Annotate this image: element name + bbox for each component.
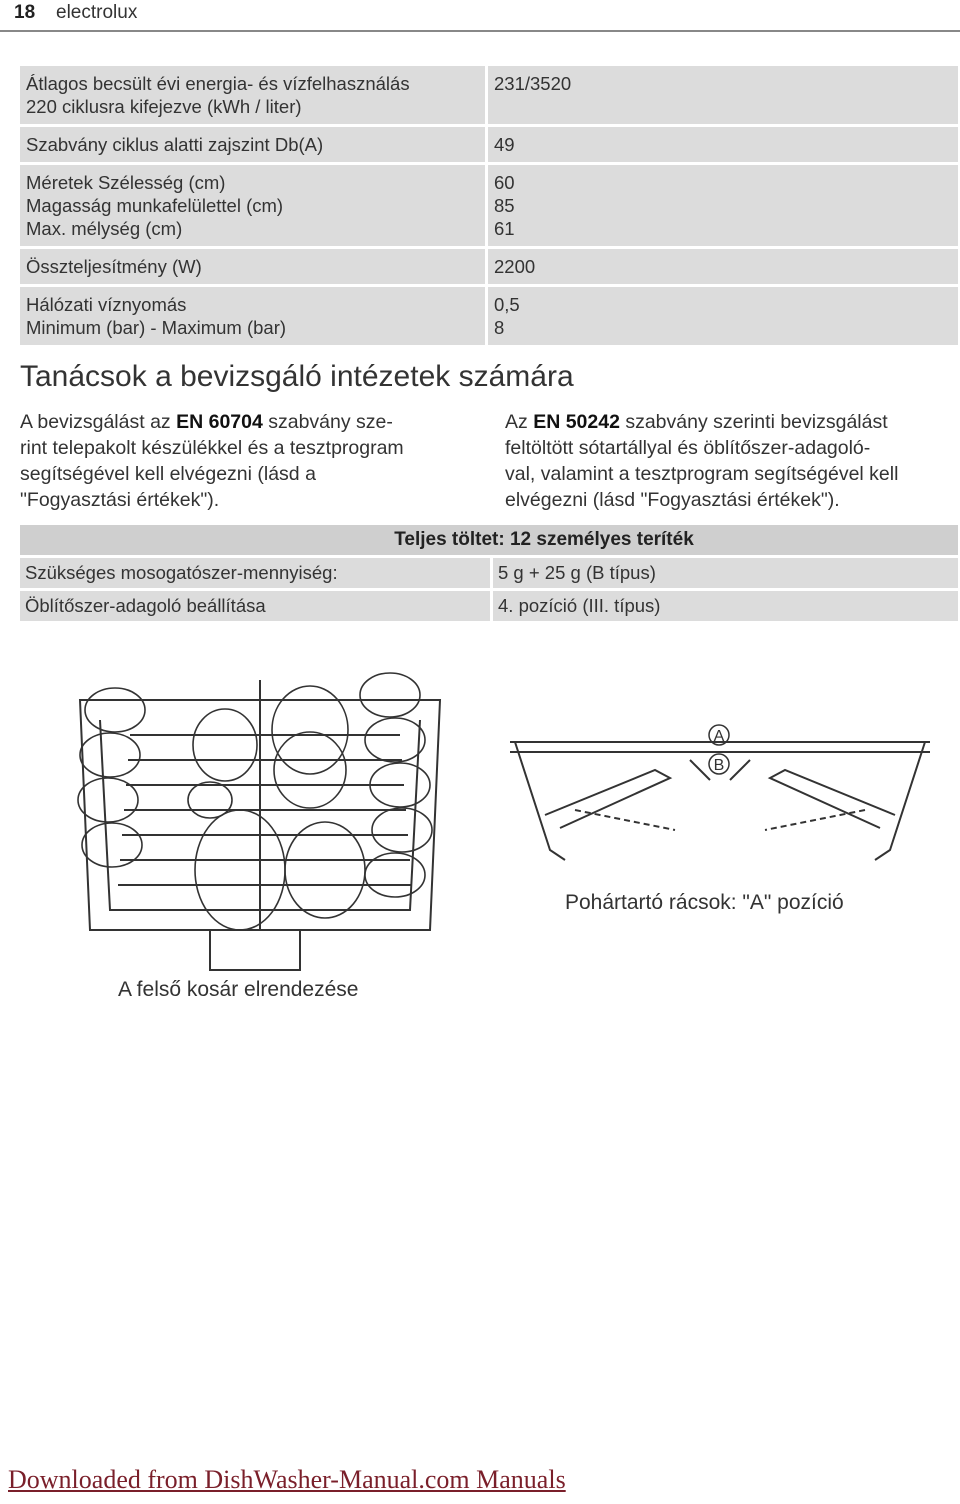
standard-code: EN 50242 [533, 411, 620, 433]
test-note-right [505, 409, 960, 513]
spec-label: Szabvány ciklus alatti zajszint Db(A) [20, 127, 485, 162]
load-row [20, 591, 958, 621]
label-a: A [713, 728, 725, 745]
load-row [20, 558, 958, 588]
holders-caption: Pohártartó rácsok: "A" pozíció [565, 891, 844, 914]
load-label: Öblítőszer-adagoló beállítása [20, 591, 490, 621]
spec-value: 0,5 8 [488, 287, 958, 345]
brand-name: electrolux [56, 2, 138, 23]
spec-value: 2200 [488, 249, 958, 284]
page-header [0, 0, 960, 28]
spec-value: 49 [488, 127, 958, 162]
spec-row [20, 249, 958, 284]
spec-label: Átlagos becsült évi energia- és vízfelhasználás 220 ciklusra kifejezve (kWh / liter) [20, 66, 485, 124]
load-table-title: Teljes töltet: 12 személyes teríték [20, 525, 958, 555]
load-table [20, 525, 958, 624]
cup-holder-illustration [505, 720, 935, 890]
note-text: Az [505, 411, 534, 433]
load-value: 4. pozíció (III. típus) [493, 591, 958, 621]
section-title: Tanácsok a bevizsgáló intézetek számára [20, 360, 574, 393]
spec-label: Összteljesítmény (W) [20, 249, 485, 284]
basket-caption: A felső kosár elrendezése [118, 978, 359, 1001]
spec-table [20, 66, 958, 348]
header-divider [0, 30, 960, 32]
label-b: B [713, 757, 725, 774]
load-value: 5 g + 25 g (B típus) [493, 558, 958, 588]
load-label: Szükséges mosogatószer-mennyiség: [20, 558, 490, 588]
note-text: szabvány sze- rint telepakolt készülékkel és a tesztprogram segítségével kell elvégezni (lásd a "Fogyasztási értékek"). [20, 411, 404, 511]
spec-value: 60 85 61 [488, 165, 958, 246]
spec-value: 231/3520 [488, 66, 958, 124]
note-text: szabvány szerinti bevizsgálást feltöltött sótartállyal és öblítőszer-adagoló- val, valamint a tesztprogram segítségével kell elvégezni (lásd "Fogyasztási értékek"). [505, 411, 899, 511]
spec-row [20, 66, 958, 124]
spec-row [20, 127, 958, 162]
spec-row [20, 165, 958, 246]
note-text: A bevizsgálást az [20, 411, 177, 433]
upper-basket-illustration [70, 640, 450, 980]
spec-label: Méretek Szélesség (cm) Magasság munkafelülettel (cm) Max. mélység (cm) [20, 165, 485, 246]
spec-row [20, 287, 958, 345]
test-note-left [20, 409, 482, 513]
page-number: 18 [14, 2, 36, 23]
standard-code: EN 60704 [176, 411, 263, 433]
spec-label: Hálózati víznyomás Minimum (bar) - Maximum (bar) [20, 287, 485, 345]
download-source-link[interactable]: Downloaded from DishWasher-Manual.com Manuals [8, 1465, 566, 1494]
